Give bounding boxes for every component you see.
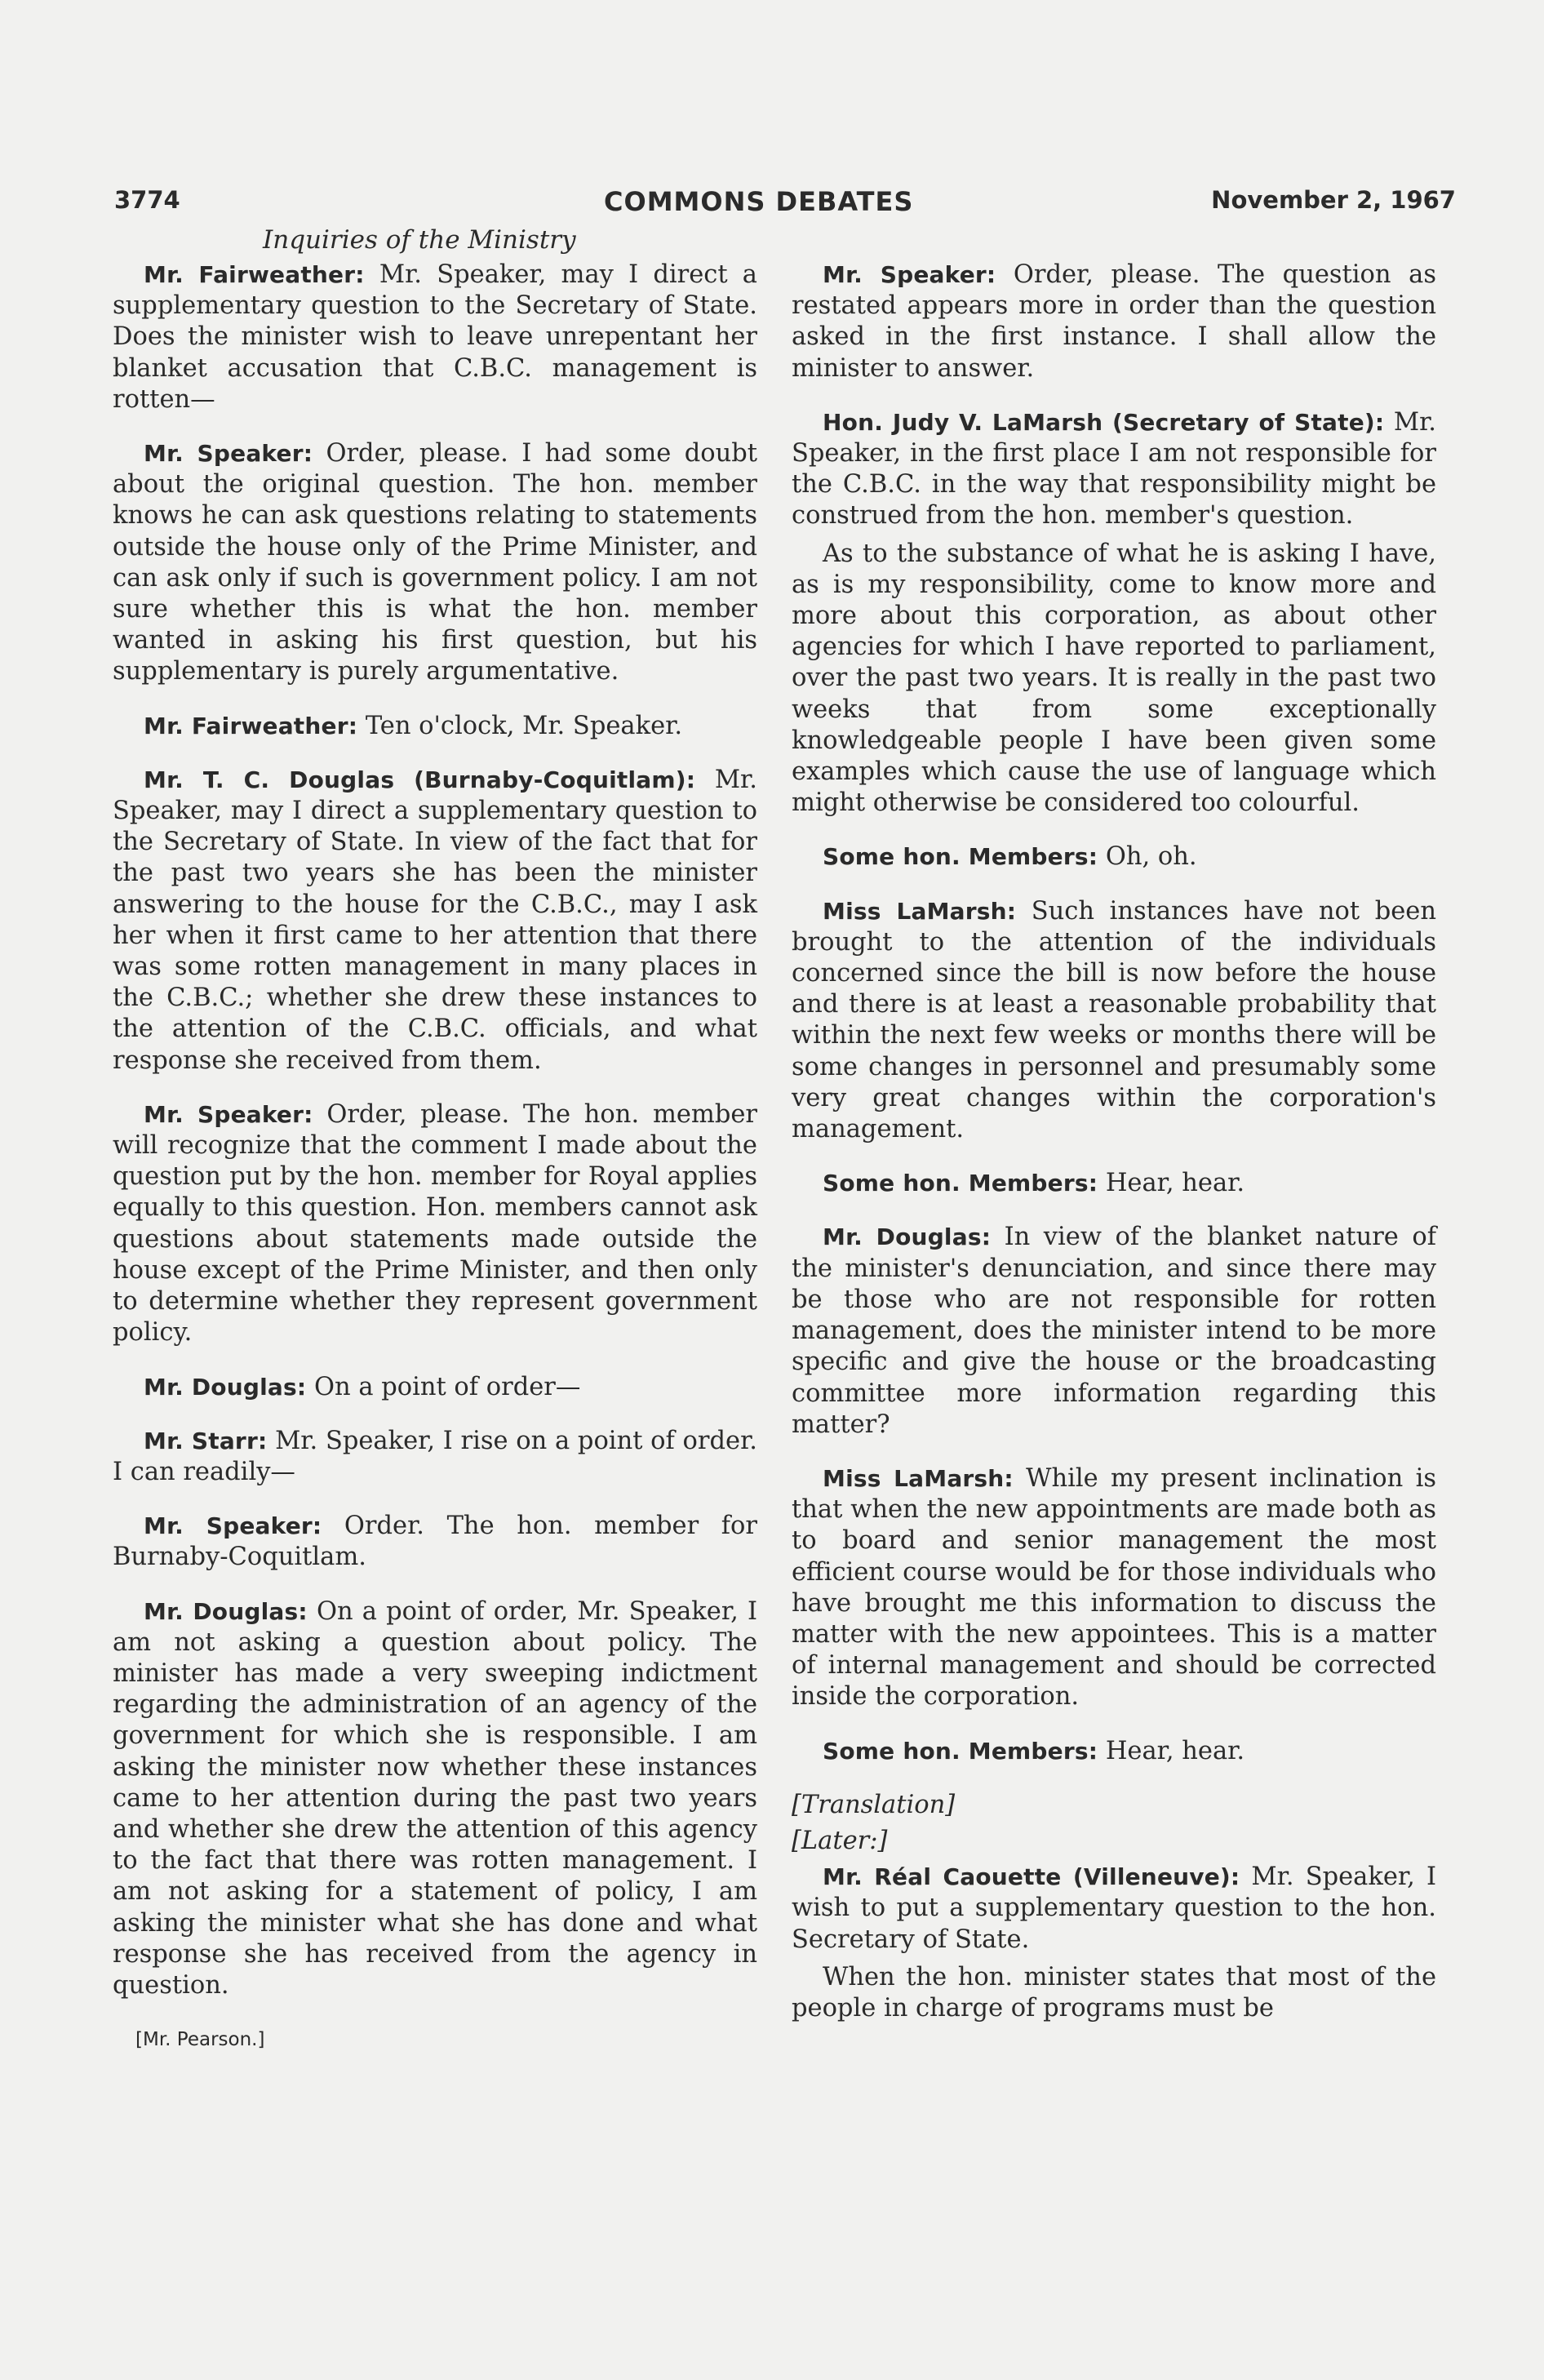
- speaker-name: Mr. Fairweather:: [144, 712, 358, 739]
- speech-text: Mr. Speaker, may I direct a supplementary question to the Secretary of State. In view of the fact that for the past two years she has been the minister answering to the house for the C.B.C., may I ask her when it first came to her attention that there was some rotten management in many places in the C.B.C.; whether she drew these instances to the attention of the C.B.C. officials, and what response she received from them.: [113, 765, 757, 1075]
- speech-text: Hear, hear.: [1098, 1736, 1245, 1765]
- right-column: [792, 260, 1436, 2047]
- speaker-name: Mr. Réal Caouette (Villeneuve):: [823, 1863, 1240, 1891]
- speaker-name: Mr. Speaker:: [144, 1100, 313, 1128]
- speech-paragraph: [792, 1168, 1436, 1199]
- publication-title: COMMONS DEBATES: [604, 186, 914, 217]
- speech-paragraph: [792, 407, 1436, 532]
- speech-text: When the hon. minister states that most of the people in charge of programs must be: [792, 1962, 1436, 2023]
- speaker-name: Miss LaMarsh:: [823, 897, 1017, 925]
- speaker-name: Mr. Douglas:: [144, 1597, 308, 1625]
- speech-paragraph: [113, 765, 757, 1077]
- speech-text: While my present inclination is that when the new appointments are made both as to board and senior management the most efficient course would be for those individuals who have brought me this information to discuss the matter with the new appointees. This is a matter of internal management and should be corrected inside the corporation.: [792, 1463, 1436, 1712]
- speaker-name: Mr. T. C. Douglas (Burnaby-Coquitlam):: [144, 766, 696, 793]
- speech-paragraph: [113, 1426, 757, 1488]
- speech-paragraph: [113, 711, 757, 742]
- speech-text: Such instances have not been brought to the attention of the individuals concerned since the bill is now before the house and there is at least a reasonable probability that within the next few weeks or months there will be some changes in personnel and presumably some very great changes within the corporation's management.: [792, 896, 1436, 1144]
- speech-text: Oh, oh.: [1098, 842, 1197, 872]
- speech-text: On a point of order, Mr. Speaker, I am not asking a question about policy. The minister has made a very sweeping indictment regarding the administration of an agency of the government for which she is responsible. I am asking the minister now whether these instances came to her attention during the past two years and whether she drew the attention of this agency to the fact that there was rotten management. I am not asking for a statement of policy, I am asking the minister what she has done and what response she has received from the agency in question.: [113, 1596, 757, 2000]
- speech-text: Order, please. The hon. member will recognize that the comment I made about the question put by the hon. member for Royal applies equally to this question. Hon. members cannot ask questions about statements made outside the house except of the Prime Minister, and then only to determine whether they represent government policy.: [113, 1099, 757, 1348]
- speaker-name: Some hon. Members:: [823, 843, 1098, 871]
- speaker-name: Mr. Douglas:: [823, 1223, 992, 1251]
- speaker-name: Mr. Douglas:: [144, 1373, 307, 1401]
- speech-paragraph: [792, 841, 1436, 873]
- speech-text: Order, please. I had some doubt about the original question. The hon. member knows he can ask questions relating to statements outside the house only of the Prime Minister, and can ask only if such is government policy. I am not sure whether this is what the hon. member wanted in asking his first question, but his supplementary is purely argumentative.: [113, 439, 757, 686]
- speech-paragraph: [113, 260, 757, 415]
- speaker-name: Some hon. Members:: [823, 1170, 1098, 1197]
- speech-paragraph: [113, 1099, 757, 1349]
- page-number: 3774: [114, 186, 180, 214]
- speech-text: As to the substance of what he is asking I have, as is my responsibility, come to know more and more about this corporation, as about other agencies for which I have reported to parliament, over the past two years. It is really in the past two weeks that from some exceptionally knowledgeable people I have been given some examples which cause the use of language which might otherwise be considered too colourful.: [792, 539, 1436, 818]
- speech-text: Hear, hear.: [1098, 1169, 1245, 1198]
- speaker-name: Mr. Speaker:: [144, 1512, 322, 1540]
- speech-paragraph: [792, 260, 1436, 384]
- speech-text: Order. The hon. member for Burnaby-Coquitlam.: [113, 1512, 757, 1572]
- speech-paragraph: [113, 1596, 757, 2002]
- translation-note: [Translation]: [792, 1790, 956, 1819]
- speech-text: Mr. Speaker, I wish to put a supplementary question to the hon. Secretary of State.: [792, 1863, 1436, 1954]
- speech-text: Order, please. The question as restated appears more in order than the question asked in the first instance. I shall allow the minister to answer.: [792, 260, 1436, 383]
- speech-text: Ten o'clock, Mr. Speaker.: [357, 711, 683, 740]
- speaker-name: Mr. Speaker:: [144, 440, 313, 468]
- speaker-name: Some hon. Members:: [823, 1737, 1098, 1765]
- speaker-name: Mr. Starr:: [144, 1427, 268, 1454]
- speaker-name: Hon. Judy V. LaMarsh (Secretary of State):: [823, 408, 1385, 436]
- speaker-name: Miss LaMarsh:: [823, 1464, 1014, 1492]
- speech-paragraph: [113, 438, 757, 688]
- speech-text: In view of the blanket nature of the minister's denunciation, and since there may be those who are not responsible for rotten management, does the minister intend to be more specific and give the house or the broadcasting committee more information regarding this matter?: [792, 1223, 1436, 1439]
- speech-text: On a point of order—: [306, 1372, 581, 1401]
- speech-paragraph: [792, 1862, 1436, 1956]
- speech-text: Mr. Speaker, I rise on a point of order. I can readily—: [113, 1426, 757, 1486]
- later-note: [Later:]: [792, 1826, 888, 1855]
- speech-paragraph: [792, 1463, 1436, 1713]
- left-column: [113, 260, 757, 2055]
- speech-text: Mr. Speaker, may I direct a supplementary question to the Secretary of State. Does the minister wish to leave unrepentant her blanket accusation that C.B.C. management is rotten—: [113, 260, 757, 414]
- footer-attribution: [Mr. Pearson.]: [135, 2029, 265, 2051]
- speech-text: Mr. Speaker, in the first place I am not responsible for the C.B.C. in the way that responsibility might be construed from the hon. member's question.: [792, 407, 1436, 531]
- section-title: Inquiries of the Ministry: [263, 225, 576, 255]
- speaker-name: Mr. Speaker:: [823, 261, 996, 288]
- speech-paragraph: [792, 539, 1436, 819]
- speech-paragraph: [113, 1511, 757, 1573]
- speech-paragraph: [792, 1222, 1436, 1440]
- speech-paragraph: [113, 1372, 757, 1403]
- publication-date: November 2, 1967: [1211, 186, 1456, 214]
- speech-paragraph: [792, 1736, 1436, 1767]
- speech-paragraph: [792, 1962, 1436, 2024]
- speaker-name: Mr. Fairweather:: [144, 261, 365, 288]
- speech-paragraph: [792, 896, 1436, 1146]
